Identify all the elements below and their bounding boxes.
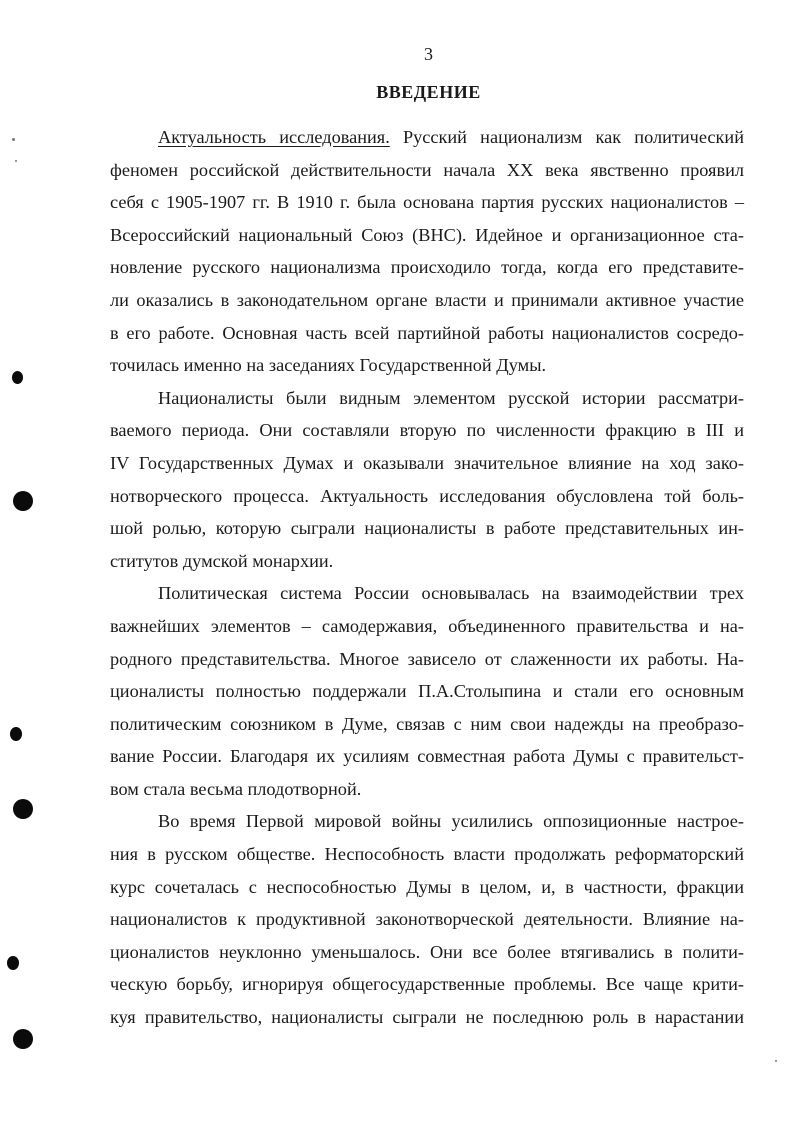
text-line: феномен российской действительности начала XX века явственно проявил xyxy=(110,159,744,180)
text-line: Националисты были видным элементом русской истории рассматри- xyxy=(158,387,744,408)
punch-hole xyxy=(13,491,33,511)
paragraph-world-war xyxy=(110,805,744,1033)
paper-speck xyxy=(775,1060,777,1062)
text-line: ционалистов неуклонно уменьшалось. Они все более втягивались в полити- xyxy=(110,941,744,962)
text-line: ния в русском обществе. Неспособность власти продолжать реформаторский xyxy=(110,844,744,865)
text-line: важнейших элементов – самодержавия, объединенного правительства и на- xyxy=(110,615,744,636)
page-number: 3 xyxy=(424,44,433,64)
punch-hole xyxy=(13,1029,33,1049)
text-line: в его работе. Основная часть всей партийной работы националистов сосредо- xyxy=(110,322,744,343)
text-line: куя правительство, националисты сыграли не последнюю роль в нарастании xyxy=(110,1007,744,1028)
text-line: политическим союзником в Думе, связав с ним свои надежды на преобразо- xyxy=(110,713,744,734)
text-line: Политическая система России основывалась на взаимодействии трех xyxy=(158,583,744,604)
section-heading: ВВЕДЕНИЕ xyxy=(376,82,481,102)
text-line: вание России. Благодаря их усилиям совместная работа Думы с правительст- xyxy=(110,746,744,767)
paper-speck xyxy=(12,138,15,141)
text-line: ционалисты полностью поддержали П.А.Столыпина и стали его основным xyxy=(110,681,744,702)
text-line: IV Государственных Думах и оказывали значительное влияние на ход зако- xyxy=(110,452,744,473)
paragraph-relevance xyxy=(110,121,744,382)
punch-hole xyxy=(7,956,19,970)
text-line: ческую борьбу, игнорируя общегосударственные проблемы. Все чаще крити- xyxy=(110,974,744,995)
underlined-lead: Актуальность исследования. xyxy=(158,127,390,147)
text-line: родного представительства. Многое зависело от слаженности их работы. На- xyxy=(110,648,744,669)
paper-speck xyxy=(15,160,17,162)
text-line: Всероссийский национальный Союз (ВНС). Идейное и организационное ста- xyxy=(110,224,744,245)
text-line: шой ролью, которую сыграли националисты в работе представительных ин- xyxy=(110,518,744,539)
text-line: националистов к продуктивной законотворческой деятельности. Влияние на- xyxy=(110,909,744,930)
text-line-rest: Русский национализм как политический xyxy=(389,127,744,147)
paragraph-nationalists xyxy=(110,382,744,578)
text-line xyxy=(110,121,744,154)
text-line: новление русского национализма происходило тогда, когда его представите- xyxy=(110,257,744,278)
text-line: Во время Первой мировой войны усилились оппозиционные настрое- xyxy=(158,811,744,832)
text-line: нотворческого процесса. Актуальность исследования обусловлена той боль- xyxy=(110,485,744,506)
text-line: ститутов думской монархии. xyxy=(110,550,334,571)
punch-hole xyxy=(10,727,22,741)
text-line: курс сочеталась с неспособностью Думы в целом, и, в частности, фракции xyxy=(110,876,744,897)
text-line: себя с 1905-1907 гг. В 1910 г. была основана партия русских националистов – xyxy=(110,192,744,213)
punch-hole xyxy=(12,371,23,384)
text-line: точилась именно на заседаниях Государственной Думы. xyxy=(110,355,547,376)
body-text xyxy=(110,121,744,1034)
text-line: вом стала весьма плодотворной. xyxy=(110,778,362,799)
punch-hole xyxy=(13,799,33,819)
text-line: ли оказались в законодательном органе власти и принимали активное участие xyxy=(110,289,744,310)
text-line: ваемого периода. Они составляли вторую по численности фракцию в III и xyxy=(110,420,744,441)
paragraph-political-system xyxy=(110,577,744,805)
